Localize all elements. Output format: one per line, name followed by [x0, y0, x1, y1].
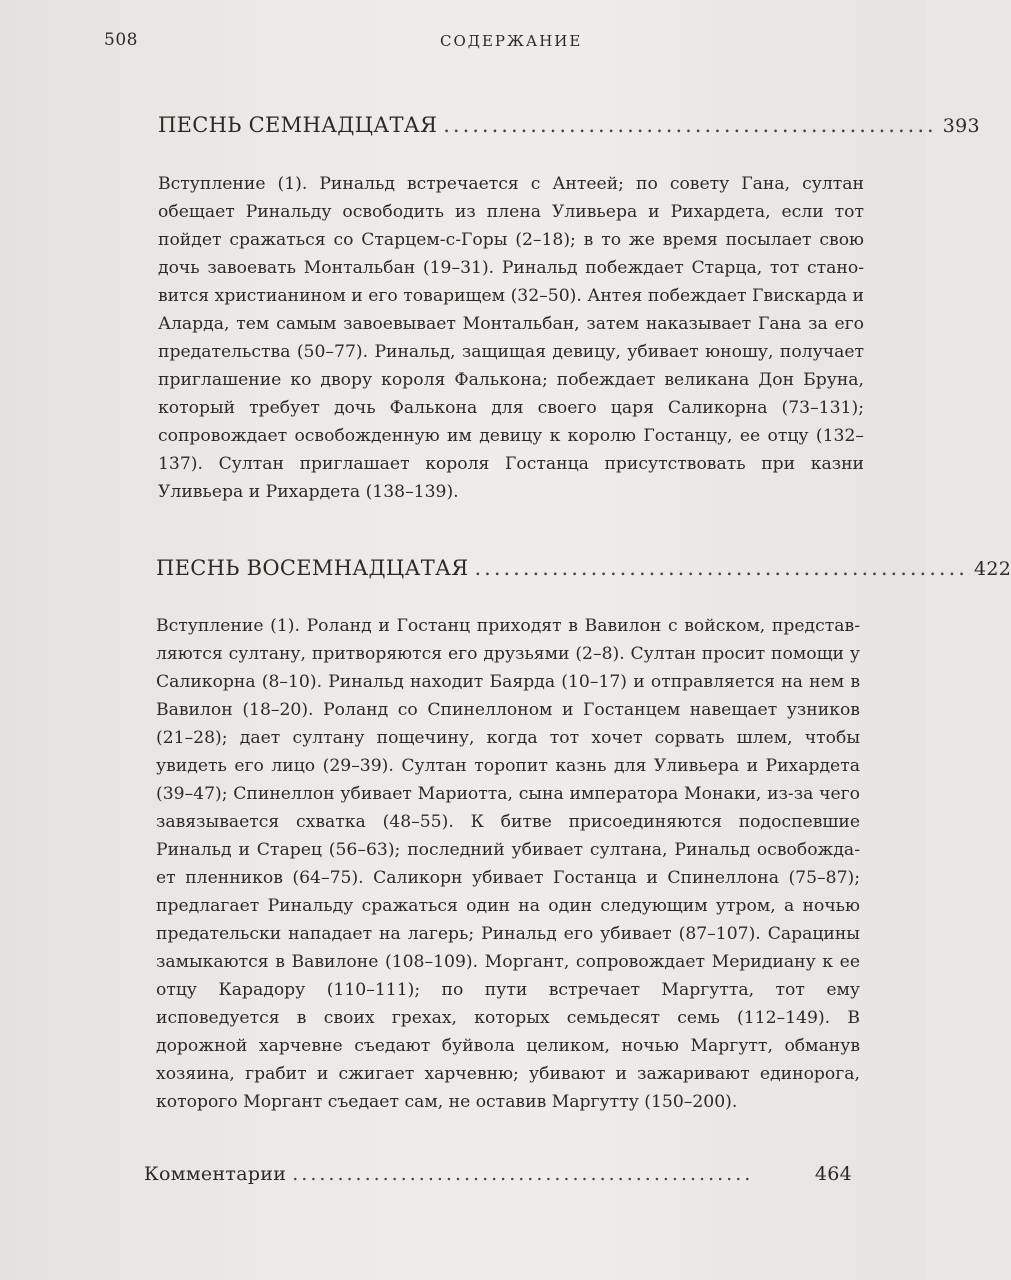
- running-title: СОДЕРЖАНИЕ: [440, 32, 583, 50]
- toc-summary-canto-18: Вступление (1). Роланд и Гостанц приходят в Вавилон с войском, представляются султану, притворяются его друзьями (2–8). Султан просит помощи у Саликорна (8–10). Ринальд находит Баярда (10–17) и отправляется на нем в Вавилон (18–20). Роланд со Спинеллоном и Гостанцем навещает узников (21–28); дает султану пощечину, когда тот хочет сорвать шлем, чтобы увидеть его лицо (29–39). Султан торопит казнь для Уливьера и Рихардета (39–47); Спинеллон убивает Мариотта, сына императора Монаки, из-за чего завязывается схватка (48–55). К битве присоединяются подоспевшие Ринальд и Старец (56–63); последний убивает султана, Ринальд освобождает пленников (64–75). Саликорн убивает Гостанца и Спинеллона (75–87); предлагает Ринальду сражаться один на один следующим утром, а ночью предательски нападает на лагерь; Ринальд его убивает (87–107). Сарацины замыкаются в Вавилоне (108–109). Моргант, сопровождает Меридиану к ее отцу Карадору (110–111); по пути встречает Маргутта, тот ему исповедуется в своих грехах, которых семьдесят семь (112–149). В дорожной харчевне съедают буйвола целиком, ночью Маргутт, обманув хозяина, грабит и сжигает харчевню; убивают и зажаривают единорога, которого Моргант съедает сам, не оставив Маргутту (150–200).: [156, 616, 860, 1112]
- toc-entry-commentary[interactable]: [144, 1163, 852, 1185]
- toc-leader-dots: ...................................................: [474, 556, 968, 580]
- toc-entry-canto-18[interactable]: [156, 556, 1011, 580]
- toc-page-number: 464: [814, 1163, 852, 1185]
- toc-heading: Комментарии: [144, 1163, 287, 1185]
- toc-entry-canto-17[interactable]: [158, 113, 980, 137]
- toc-summary-canto-17: Вступление (1). Ринальд встречается с Антеей; по совету Гана, султан обещает Ринальду освободить из плена Уливьера и Рихардета, если тот пойдет сражаться со Старцем-с-Горы (2–18); в то же время посылает свою дочь завоевать Монтальбан (19–31). Ринальд побеждает Старца, тот становится христианином и его товарищем (32–50). Антея побеждает Гвискарда и Аларда, тем самым завоевывает Монтальбан, затем наказывает Гана за его предательства (50–77). Ринальд, защищая девицу, убивает юношу, получает приглашение ко двору короля Фалькона; побеждает великана Дон Бруна, который требует дочь Фалькона для своего царя Саликорна (73–131); сопровождает освобожденную им девицу к королю Гостанцу, ее отцу (132–137). Султан приглашает короля Гостанца присутствовать при казни Уливьера и Рихардета (138–139).: [158, 174, 864, 502]
- running-head: [0, 30, 926, 58]
- toc-leader-dots: ...................................................: [443, 113, 937, 137]
- toc-page-number: 422: [973, 558, 1011, 580]
- toc-page-number: 393: [942, 115, 980, 137]
- toc-heading: ПЕСНЬ ВОСЕМНАДЦАТАЯ: [156, 556, 469, 580]
- page-number: 508: [104, 30, 138, 50]
- toc-leader-dots: ...................................................: [292, 1163, 754, 1185]
- toc-heading: ПЕСНЬ СЕМНАДЦАТАЯ: [158, 113, 438, 137]
